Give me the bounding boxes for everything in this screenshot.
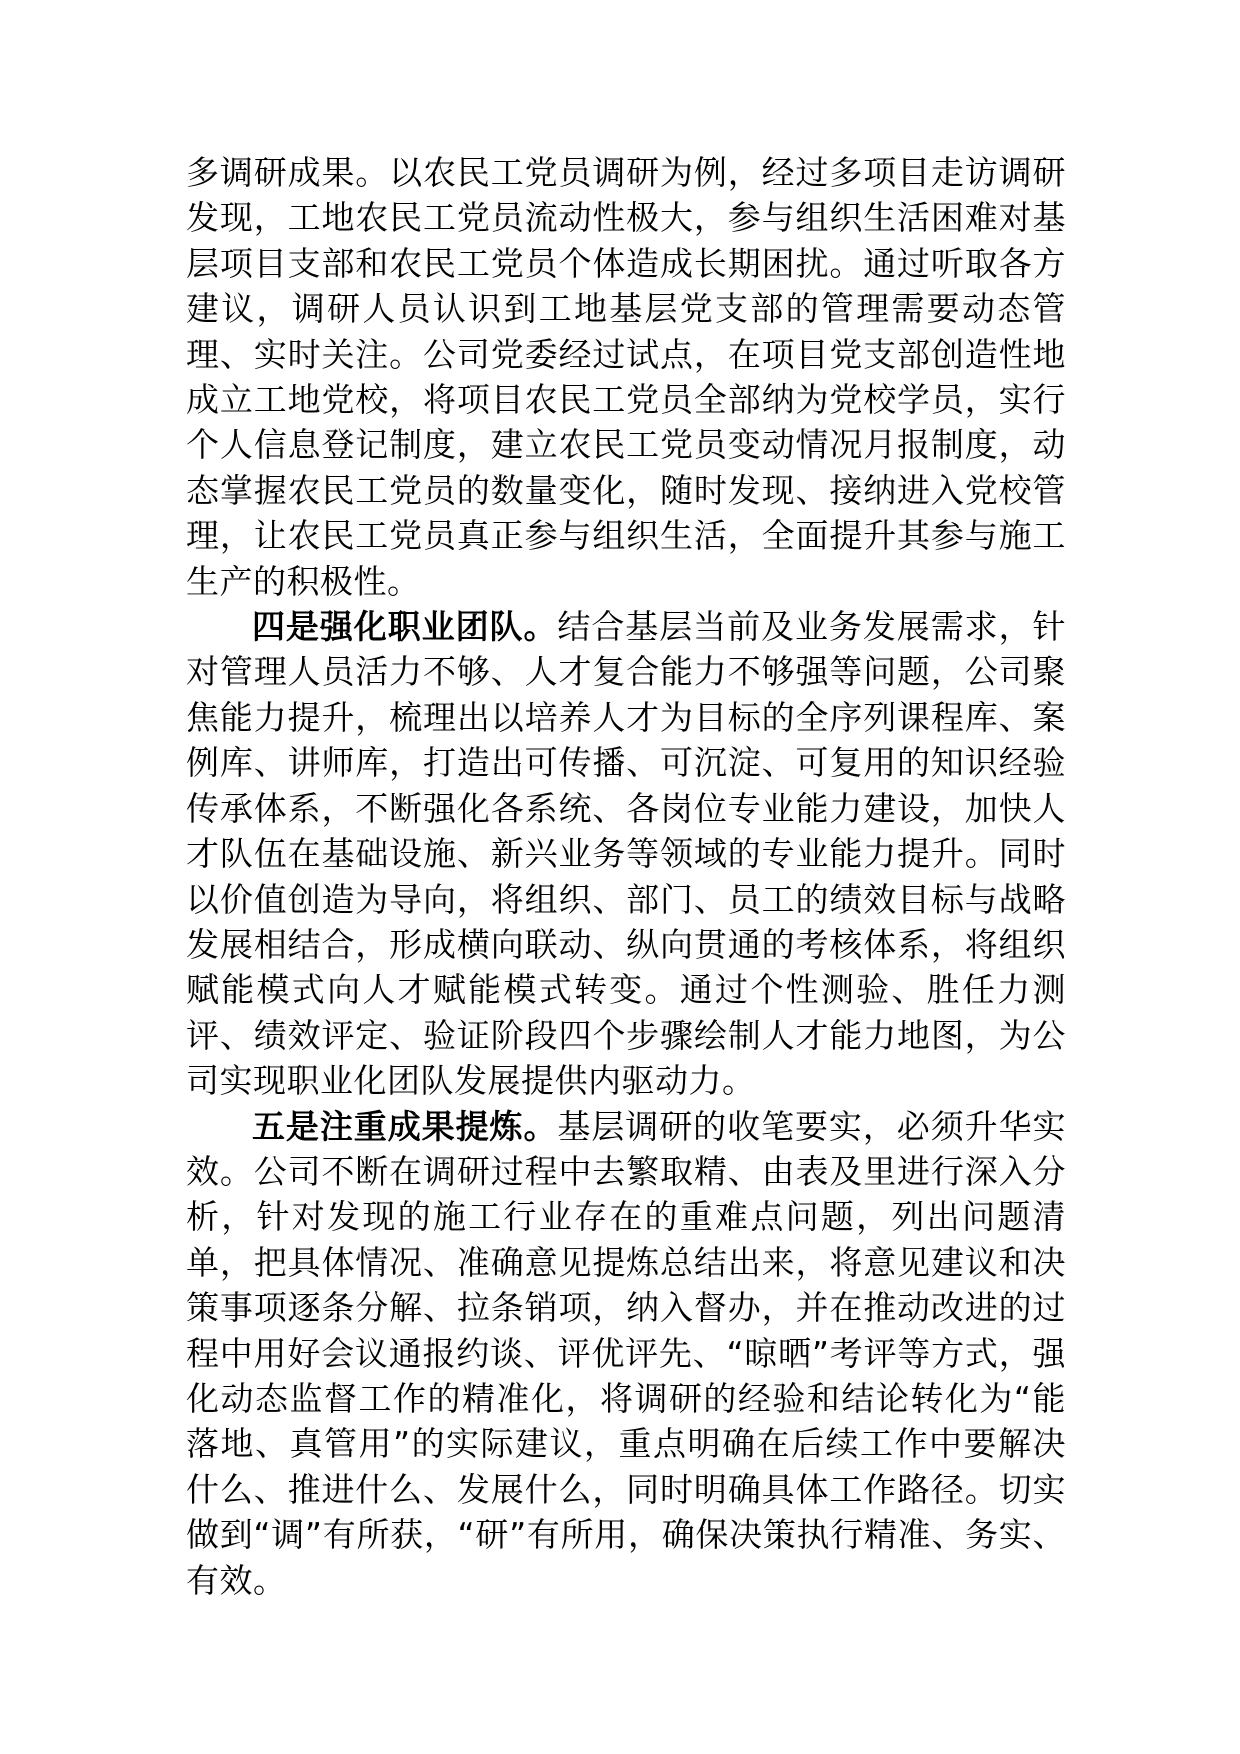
paragraph-continued <box>186 150 1066 604</box>
paragraph-heading: 四是强化职业团队。 <box>252 607 558 647</box>
paragraph-text: 基层调研的收笔要实，必须升华实效。公司不断在调研过程中去繁取精、由表及里进行深入分析，针对发现的施工行业存在的重难点问题，列出问题清单，把具体情况、准确意见提炼总结出来，将意见建议和决策事项逐条分解、拉条销项，纳入督办，并在推动改进的过程中用好会议通报约谈、评优评先、“晾晒”考评等方式，强化动态监督工作的精准化，将调研的经验和结论转化为“能落地、真管用”的实际建议，重点明确在后续工作中要解决什么、推进什么、发展什么，同时明确具体工作路径。切实做到“调”有所获，“研”有所用，确保决策执行精准、务实、有效。 <box>186 1106 1067 1600</box>
paragraph-heading: 五是注重成果提炼。 <box>252 1106 558 1146</box>
paragraph-professional-team <box>186 604 1066 1103</box>
paragraph-results-refinement <box>186 1104 1066 1603</box>
paragraph-text: 结合基层当前及业务发展需求，针对管理人员活力不够、人才复合能力不够强等问题，公司聚焦能力提升，梳理出以培养人才为目标的全序列课程库、案例库、讲师库，打造出可传播、可沉淀、可复用的知识经验传承体系，不断强化各系统、各岗位专业能力建设，加快人才队伍在基础设施、新兴业务等领域的专业能力提升。同时以价值创造为导向，将组织、部门、员工的绩效目标与战略发展相结合，形成横向联动、纵向贯通的考核体系，将组织赋能模式向人才赋能模式转变。通过个性测验、胜任力测评、绩效评定、验证阶段四个步骤绘制人才能力地图，为公司实现职业化团队发展提供内驱动力。 <box>186 607 1067 1101</box>
body-text <box>186 150 1066 1603</box>
paragraph-text: 多调研成果。以农民工党员调研为例，经过多项目走访调研发现，工地农民工党员流动性极大，参与组织生活困难对基层项目支部和农民工党员个体造成长期困扰。通过听取各方建议，调研人员认识到工地基层党支部的管理需要动态管理、实时关注。公司党委经过试点，在项目党支部创造性地成立工地党校，将项目农民工党员全部纳为党校学员，实行个人信息登记制度，建立农民工党员变动情况月报制度，动态掌握农民工党员的数量变化，随时发现、接纳进入党校管理，让农民工党员真正参与组织生活，全面提升其参与施工生产的积极性。 <box>186 153 1066 601</box>
